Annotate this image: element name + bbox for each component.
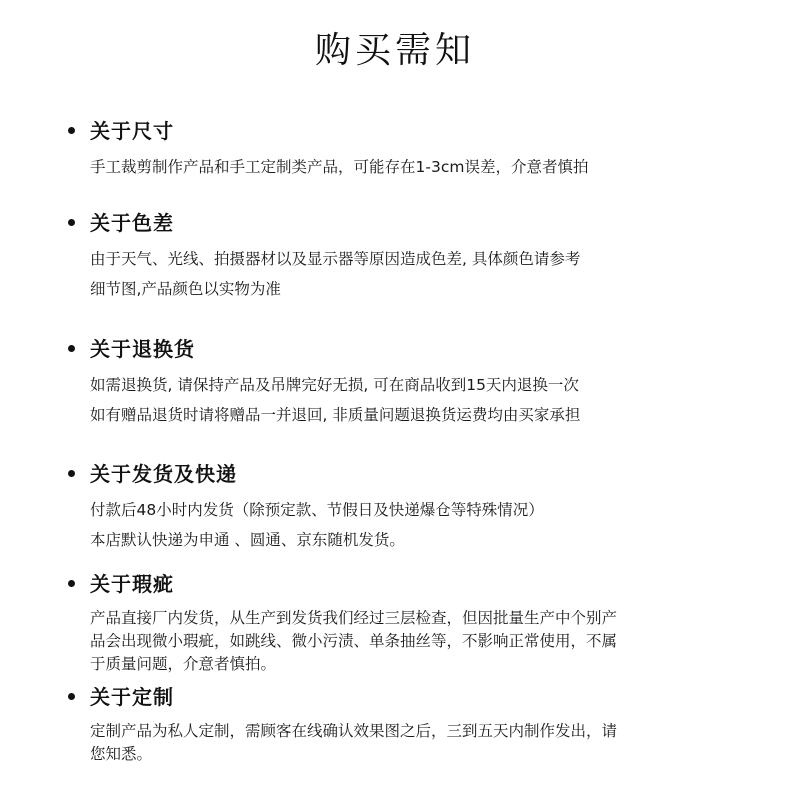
section-shipping <box>0 459 790 555</box>
section-returns <box>0 334 790 430</box>
body-line: 付款后48小时内发货（除预定款、节假日及快递爆仓等特殊情况） <box>90 501 544 519</box>
section-body <box>90 720 740 766</box>
section-heading: 关于定制 <box>90 685 174 709</box>
bullet-icon <box>68 219 75 226</box>
section-heading: 关于色差 <box>90 211 174 235</box>
body-line: 品会出现微小瑕疵，如跳线、微小污渍、单条抽丝等，不影响正常使用，不属 <box>90 632 618 650</box>
section-body <box>90 244 740 304</box>
body-line: 产品直接厂内发货，从生产到发货我们经过三层检查，但因批量生产中个别产 <box>90 609 618 627</box>
page-title: 购买需知 <box>314 30 475 71</box>
section-heading: 关于发货及快递 <box>90 462 237 486</box>
section-custom <box>0 682 790 766</box>
section-defects <box>0 569 790 676</box>
bullet-icon <box>68 470 75 477</box>
bullet-icon <box>68 580 75 587</box>
section-body <box>90 495 740 555</box>
section-heading: 关于退换货 <box>90 337 195 361</box>
body-line: 于质量问题，介意者慎拍。 <box>90 655 277 673</box>
section-body <box>90 370 740 430</box>
body-line: 细节图,产品颜色以实物为准 <box>90 280 281 298</box>
section-heading: 关于尺寸 <box>90 119 174 143</box>
bullet-icon <box>68 127 75 134</box>
body-line: 如有赠品退货时请将赠品一并退回, 非质量问题退换货运费均由买家承担 <box>90 406 581 424</box>
bullet-icon <box>68 693 75 700</box>
body-line: 定制产品为私人定制，需顾客在线确认效果图之后，三到五天内制作发出，请 <box>90 722 618 740</box>
section-body <box>90 607 740 676</box>
body-line: 您知悉。 <box>90 745 153 763</box>
section-color-difference <box>0 208 790 304</box>
section-size <box>0 116 790 182</box>
bullet-icon <box>68 345 75 352</box>
body-line: 由于天气、光线、拍摄器材以及显示器等原因造成色差, 具体颜色请参考 <box>90 250 581 268</box>
body-line: 本店默认快递为申通 、圆通、京东随机发货。 <box>90 531 405 549</box>
body-line: 如需退换货, 请保持产品及吊牌完好无损, 可在商品收到15天内退换一次 <box>90 376 579 394</box>
section-heading: 关于瑕疵 <box>90 572 174 596</box>
section-body <box>90 152 740 182</box>
body-line: 手工裁剪制作产品和手工定制类产品，可能存在1-3cm误差，介意者慎拍 <box>90 158 589 176</box>
